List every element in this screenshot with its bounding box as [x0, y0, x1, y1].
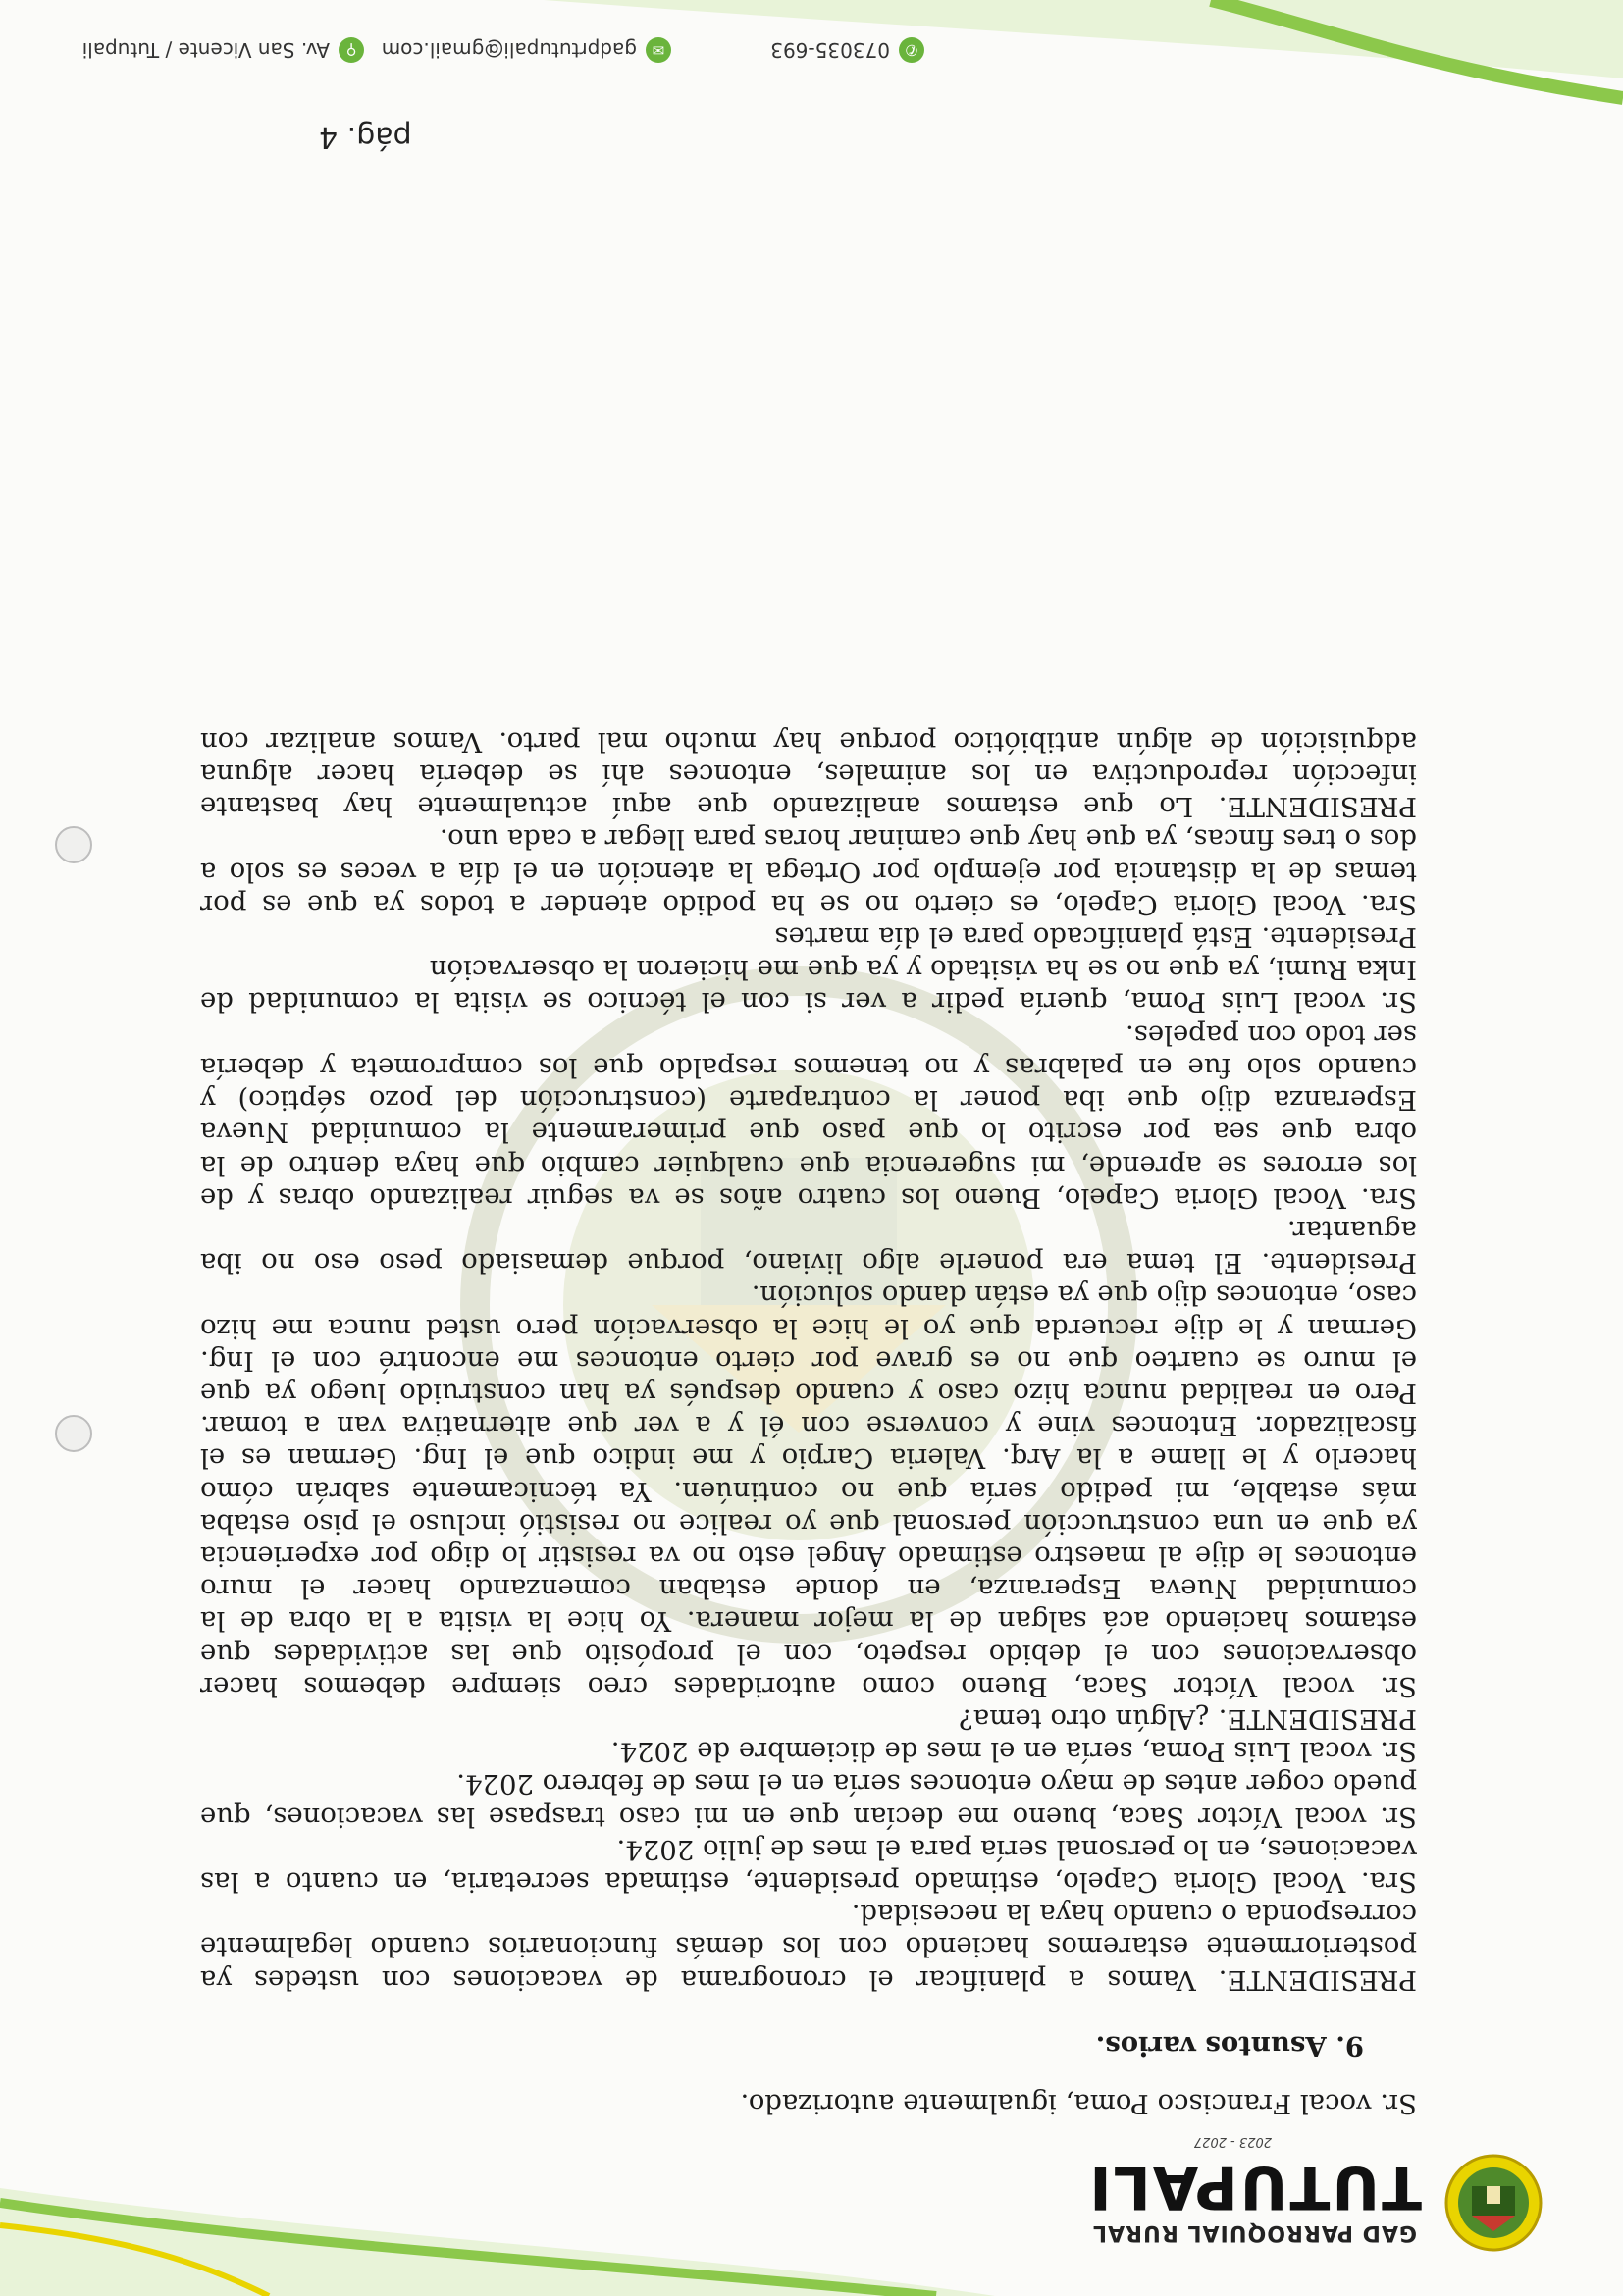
paragraph-line: Sr. vocal Francisco Poma, igualmente autorizado.	[740, 2088, 1417, 2119]
paragraph-line: PRESIDENTE. ¿Algún otro tema?	[959, 1702, 1417, 1735]
binder-hole	[55, 1415, 92, 1452]
paragraph-line: los errores se aprende, mi sugerencia que cualquier cambio que haya dentro de la	[200, 1149, 1417, 1181]
address-text: Av. San Vicente / Tutupali	[81, 38, 330, 62]
paragraph-line: Presidente. Está planificado para el día martes	[774, 921, 1417, 954]
paragraph-line: Sra. Vocal Gloria Capelo, estimado presidente, estimada secretaria, en cuanto a las	[200, 1865, 1417, 1898]
phone-icon: ✆	[899, 37, 924, 63]
paragraph-line: Inka Rumi, ya que no se ha visitado y ya que me hicieron la observación	[429, 954, 1417, 986]
paragraph-line: ser todo con papeles.	[1126, 1018, 1417, 1051]
paragraph-line: más estable, mi pedido sería que no continúen. Ya técnicamente sabrán cómo	[200, 1475, 1417, 1507]
paragraph-line: Pero en realidad nunca hizo caso y cuando después ya han construido luego ya que	[200, 1377, 1417, 1409]
paragraph-line: dos o tres fincas, ya que hay que caminar horas para llegar a cada uno.	[439, 823, 1417, 856]
paragraph-line: Sra. Vocal Gloria Capelo, es cierto no se ha podido atender a todos ya que es por	[200, 888, 1417, 920]
org-name: GAD PARROQUIAL RURAL	[1092, 2220, 1417, 2245]
footer-email	[382, 37, 671, 63]
footer-decoration	[0, 0, 1623, 137]
paragraph-line: estamos haciendo acá salgan de la mejor manera. Yo hice la visita a la obra de la	[200, 1605, 1417, 1638]
paragraph-line: hacerlo y le llame a la Arq. Valeria Carpio y me indico que el Ing. German es el	[200, 1442, 1417, 1475]
paragraph-line: posteriormente estaremos haciendo con los demás funcionarios cuando legalmente	[200, 1931, 1417, 1963]
paragraph-line: vacaciones, en lo personal sería para el mes de julio 2024.	[616, 1833, 1417, 1865]
paragraph-line: el muro se cuarteo que no es grave por cierto entonces me encontré con el Ing.	[200, 1344, 1417, 1377]
footer-address	[82, 37, 364, 63]
paragraph-line: Sr. vocal Víctor Saca, bueno me decían que en mi caso traspase las vacaciones, que	[200, 1800, 1417, 1833]
paragraph-line: German y le dije recuerda que yo le hice la observación pero usted nunca me hizo	[200, 1312, 1417, 1344]
phone-text: 073035-693	[770, 38, 890, 62]
paragraph-line: comunidad Nueva Esperanza, en donde estaban comenzando hacer el muro	[200, 1573, 1417, 1605]
footer-phone	[770, 37, 924, 63]
paragraph-line: obra que sea por escrito lo que paso que primeramente la comunidad Nueva	[200, 1117, 1417, 1149]
paragraph-line: ya que en una construcción personal que yo realice no resistió incluso el piso estaba	[200, 1507, 1417, 1539]
mail-icon: ✉	[646, 37, 671, 63]
paragraph-line: aguantar.	[1286, 1214, 1417, 1246]
org-brand: TUTUPALI	[1087, 2153, 1422, 2221]
paragraph-line: Esperanza dijo que iba poner la contraparte (construcción del pozo séptico) y	[200, 1084, 1417, 1117]
paragraph-line: adquisición de algún antibiótico porque hay mucho mal parto. Vamos analizar con	[200, 725, 1417, 757]
org-years: 2023 - 2027	[1193, 2134, 1272, 2149]
paragraph-line: Presidente. El tema era ponerle algo liviano, porque demasiado peso eso no iba	[200, 1247, 1417, 1279]
paragraph-line: observaciones con el debido respeto, con el propósito que las actividades que	[200, 1638, 1417, 1670]
paragraph-line: Sr. vocal Luis Poma, sería en el mes de diciembre de 2024.	[610, 1736, 1417, 1768]
paragraph-line: Sr. vocal Víctor Saca, Bueno como autoridades creo siempre debemos hacer	[200, 1670, 1417, 1702]
binder-hole	[55, 826, 92, 863]
paragraph-line: fiscalizador. Entonces vine y converse con él y a ver que alternativa van a tomar.	[200, 1410, 1417, 1442]
page-number: pág. 4	[319, 120, 412, 154]
section-heading: 9. Asuntos varios.	[1095, 2029, 1364, 2061]
paragraph-line: entonces le dije al maestro estimado Ángel esto no va resistir lo digo por experiencia	[200, 1539, 1417, 1572]
location-pin-icon: ⚲	[339, 37, 364, 63]
paragraph-line: corresponda o cuando haya la necesidad.	[851, 1899, 1417, 1931]
paragraph-line: infección reproductiva en los animales, entonces ahí se debería hacer alguna	[200, 758, 1417, 791]
paragraph-line: PRESIDENTE. Lo que estamos analizando que aquí actualmente hay bastante	[200, 791, 1417, 823]
email-text: gadprtutupali@gmail.com	[381, 38, 637, 62]
paragraph-line: cuando solo fue en palabras y no tenemos respaldo que los comprometa y debería	[200, 1051, 1417, 1083]
parish-seal-icon	[1432, 2149, 1554, 2257]
paragraph-line: PRESIDENTE. Vamos a planificar el cronograma de vacaciones con ustedes ya	[200, 1963, 1417, 1996]
paragraph-line: puedo coger antes de mayo entonces sería en el mes de febrero 2024.	[456, 1768, 1417, 1800]
minutes-body	[200, 725, 1417, 2119]
paragraph-line: temas de la distancia por ejemplo por Ortega la atención en el día a veces es solo a	[200, 856, 1417, 888]
paragraph-line: caso, entonces dijo que ya están dando solución.	[751, 1279, 1417, 1312]
paragraph-line: Sr. vocal Luis Poma, quería pedir a ver si con el técnico se visita la comunidad de	[200, 986, 1417, 1018]
paragraph-line: Sra. Vocal Gloria Capelo, Bueno los cuatro años se va seguir realizando obras y de	[200, 1181, 1417, 1214]
